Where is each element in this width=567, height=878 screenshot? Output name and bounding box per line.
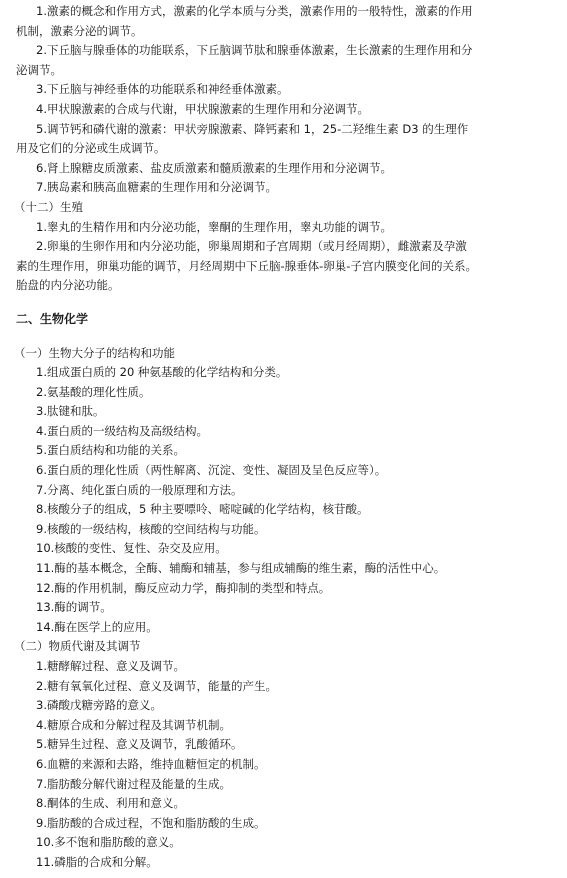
list-item: 14.酶在医学上的应用。 bbox=[36, 619, 158, 634]
list-item: 4.糖原合成和分解过程及其调节机制。 bbox=[36, 717, 231, 732]
list-item: 7.分离、纯化蛋白质的一般原理和方法。 bbox=[36, 482, 243, 497]
list-item: 3.下丘脑与神经垂体的功能联系和神经垂体激素。 bbox=[36, 82, 289, 97]
list-item-continuation: 素的生理作用，卵巢功能的调节，月经周期中下丘脑-腺垂体-卵巢-子宫内膜变化间的关系。 bbox=[16, 258, 477, 273]
list-item: 5.调节钙和磷代谢的激素：甲状旁腺激素、降钙素和 1，25-二羟维生素 D3 的生理作 bbox=[36, 121, 469, 136]
list-item-continuation: 机制，激素分泌的调节。 bbox=[16, 23, 143, 38]
list-item: 13.酶的调节。 bbox=[36, 600, 112, 615]
list-item: 6.蛋白质的理化性质（两性解离、沉淀、变性、凝固及呈色反应等）。 bbox=[36, 463, 387, 478]
subsection-heading: （一）生物大分子的结构和功能 bbox=[14, 345, 175, 360]
list-item-continuation: 用及它们的分泌或生成调节。 bbox=[16, 141, 166, 156]
list-item: 5.蛋白质结构和功能的关系。 bbox=[36, 443, 185, 458]
list-item: 2.下丘脑与腺垂体的功能联系，下丘脑调节肽和腺垂体激素，生长激素的生理作用和分 bbox=[36, 43, 473, 58]
list-item: 1.睾丸的生精作用和内分泌功能，睾酮的生理作用，睾丸功能的调节。 bbox=[36, 219, 392, 234]
list-item: 9.核酸的一级结构，核酸的空间结构与功能。 bbox=[36, 521, 266, 536]
subsection-heading: （十二）生殖 bbox=[14, 199, 83, 214]
list-item: 11.酶的基本概念，全酶、辅酶和辅基，参与组成辅酶的维生素，酶的活性中心。 bbox=[36, 561, 446, 576]
list-item: 4.蛋白质的一级结构及高级结构。 bbox=[36, 423, 208, 438]
list-item: 2.糖有氧氧化过程、意义及调节，能量的产生。 bbox=[36, 678, 277, 693]
spacer bbox=[8, 330, 559, 344]
subsection-heading: （二）物质代谢及其调节 bbox=[14, 639, 141, 654]
list-item: 11.磷脂的合成和分解。 bbox=[36, 854, 158, 869]
list-item: 1.组成蛋白质的 20 种氨基酸的化学结构和分类。 bbox=[36, 365, 288, 380]
list-item-continuation: 胎盘的内分泌功能。 bbox=[16, 278, 120, 293]
list-item: 10.多不饱和脂肪酸的意义。 bbox=[36, 835, 181, 850]
list-item: 7.脂肪酸分解代谢过程及能量的生成。 bbox=[36, 776, 231, 791]
list-item: 1.糖酵解过程、意义及调节。 bbox=[36, 659, 185, 673]
list-item: 1.激素的概念和作用方式，激素的化学本质与分类，激素作用的一般特性，激素的作用 bbox=[36, 4, 473, 18]
list-item: 9.脂肪酸的合成过程，不饱和脂肪酸的生成。 bbox=[36, 815, 266, 830]
spacer bbox=[8, 296, 559, 310]
list-item: 2.氨基酸的理化性质。 bbox=[36, 384, 151, 399]
list-item: 12.酶的作用机制，酶反应动力学，酶抑制的类型和特点。 bbox=[36, 580, 331, 595]
section-heading: 二、生物化学 bbox=[16, 311, 89, 326]
list-item: 4.甲状腺激素的合成与代谢，甲状腺激素的生理作用和分泌调节。 bbox=[36, 101, 369, 116]
list-item: 5.糖异生过程、意义及调节，乳酸循环。 bbox=[36, 737, 243, 752]
list-item: 8.核酸分子的组成，5 种主要嘌呤、嘧啶碱的化学结构，核苷酸。 bbox=[36, 502, 369, 517]
list-item: 6.血糖的来源和去路，维持血糖恒定的机制。 bbox=[36, 756, 266, 771]
list-item: 8.酮体的生成、利用和意义。 bbox=[36, 796, 185, 811]
list-item: 3.肽键和肽。 bbox=[36, 404, 105, 419]
syllabus-text bbox=[8, 2, 559, 873]
list-item: 3.磷酸戊糖旁路的意义。 bbox=[36, 698, 162, 713]
list-item-continuation: 泌调节。 bbox=[16, 62, 62, 77]
list-item: 2.卵巢的生卵作用和内分泌功能，卵巢周期和子宫周期（或月经周期），雌激素及孕激 bbox=[36, 239, 467, 254]
list-item: 10.核酸的变性、复性、杂交及应用。 bbox=[36, 541, 227, 556]
list-item: 6.肾上腺糖皮质激素、盐皮质激素和髓质激素的生理作用和分泌调节。 bbox=[36, 160, 392, 175]
list-item: 7.胰岛素和胰高血糖素的生理作用和分泌调节。 bbox=[36, 180, 277, 195]
